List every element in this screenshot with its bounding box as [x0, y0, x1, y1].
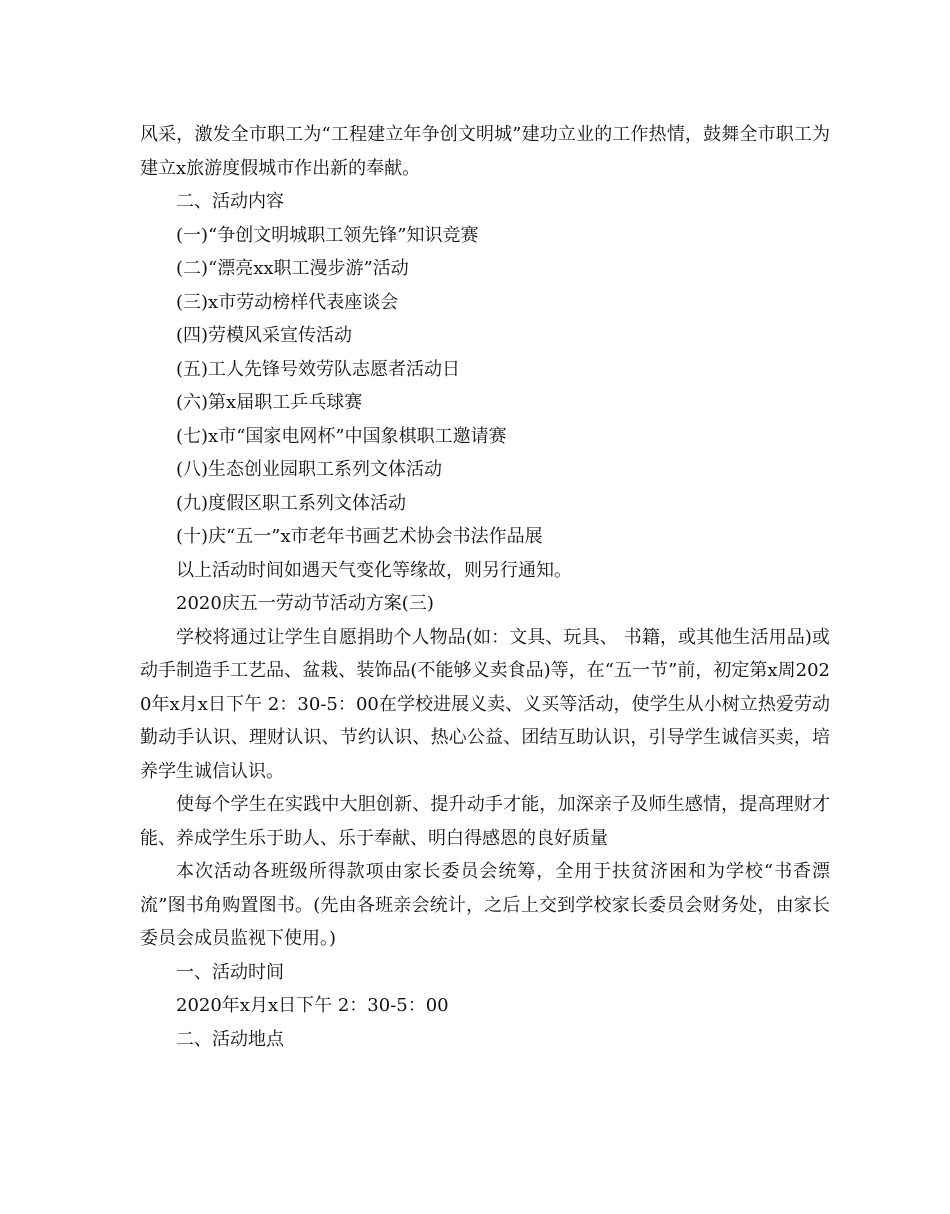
- list-item-4: (四)劳模风采宣传活动: [176, 325, 353, 346]
- paragraph-goals: 使每个学生在实践中大胆创新、提升动手才能，加深亲子及师生感情，提高理财才能、养成学生乐于助人、乐于奉献、明白得感恩的良好质量: [140, 794, 830, 849]
- paragraph-charity-sale: 学校将通过让学生自愿捐助个人物品(如：文具、玩具、 书籍，或其他生活用品)或动手制造手工艺品、盆栽、装饰品(不能够义卖食品)等，在“五一节”前，初定第x周2020年x月x日下午 2：30-5：00在学校进展义卖、义买等活动，使学生从小树立热爱劳动勤动手认识、理财认识、节约认识、热心公益、团结互助认识，引导学生诚信买卖，培 养学生诚信认识。: [140, 626, 830, 782]
- section-title-plan-3: 2020庆五一劳动节活动方案(三): [176, 593, 434, 614]
- list-item-8: (八)生态创业园职工系列文体活动: [176, 459, 443, 480]
- list-item-2: (二)“漂亮xx职工漫步游”活动: [176, 258, 409, 279]
- activity-time-value: 2020年x月x日下午 2：30-5：00: [176, 995, 449, 1016]
- list-item-1: (一)“争创文明城职工领先锋”知识竞赛: [176, 224, 479, 246]
- paragraph-intro-continued: 风采，激发全市职工为“工程建立年争创文明城”建功立业的工作热情，鼓舞全市职工为建立x旅游度假城市作出新的奉献。: [140, 124, 830, 179]
- heading-activity-location: 二、活动地点: [176, 1028, 284, 1050]
- weather-notice: 以上活动时间如遇天气变化等缘故，则另行通知。: [176, 559, 572, 581]
- heading-activity-content: 二、活动内容: [176, 191, 284, 212]
- list-item-6: (六)第x届职工乒乓球赛: [176, 392, 363, 413]
- heading-activity-time: 一、活动时间: [176, 961, 284, 983]
- document-body: [140, 118, 830, 1056]
- list-item-9: (九)度假区职工系列文体活动: [176, 492, 407, 514]
- list-item-3: (三)x市劳动榜样代表座谈会: [176, 291, 399, 313]
- list-item-7: (七)x市“国家电网杯”中国象棋职工邀请赛: [176, 425, 507, 447]
- list-item-10: (十)庆“五一”x市老年书画艺术协会书法作品展: [176, 526, 543, 547]
- list-item-5: (五)工人先锋号效劳队志愿者活动日: [176, 358, 461, 380]
- paragraph-funds: 本次活动各班级所得款项由家长委员会统筹，全用于扶贫济困和为学校“书香漂流”图书角购置图书。(先由各班亲会统计，之后上交到学校家长委员会财务处，由家长委员会成员监视下使用。): [140, 861, 830, 949]
